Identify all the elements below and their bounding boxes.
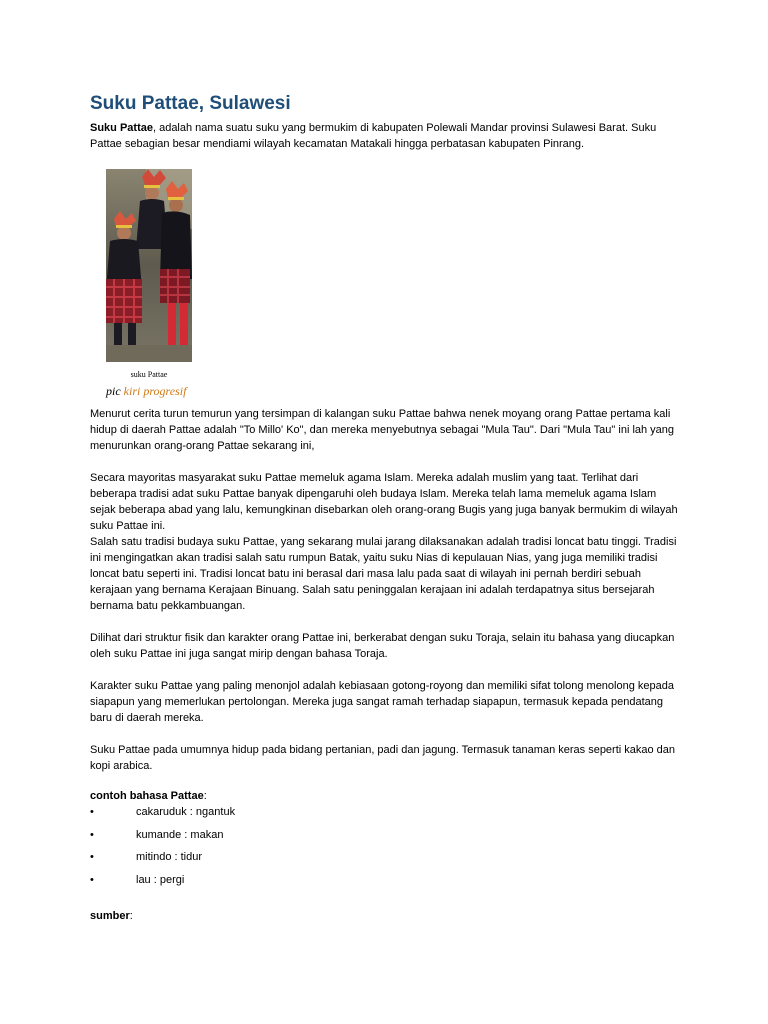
- paragraph-tradition: Salah satu tradisi budaya suku Pattae, yang sekarang mulai jarang dilaksanakan adalah tradisi loncat batu tinggi. Tradisi ini mengingatkan akan tradisi salah satu rumpun Batak, yaitu suku Nias di kepulauan Nias, yang juga memiliki tradisi loncat batu seperti ini. Tradisi loncat batu ini berasal dari masa lalu pada saat di wilayah ini pernah berdiri sebuah kerajaan yang bernama Kerajaan Binuang. Salah satu peninggalan kerajaan ini adalah terdapatnya situs bersejarah bernama batu pekkambuangan.: [90, 536, 677, 612]
- photo-caption: suku Pattae: [130, 370, 168, 379]
- sources-label-text: sumber: [90, 910, 130, 922]
- paragraph-character: Karakter suku Pattae yang paling menonjol adalah kebiasaan gotong-royong dan memiliki sifat tolong menolong kepada siapapun yang memerlukan pertolongan. Mereka juga sangat ramah terhadap siapapun, termasuk kepada pendatang baru di daerah mereka.: [90, 680, 674, 724]
- intro-paragraph: [90, 120, 682, 152]
- paragraph-origin: Menurut cerita turun temurun yang tersimpan di kalangan suku Pattae bahwa nenek moyang orang Pattae pertama kali hidup di daerah Pattae adalah "To Millo' Ko", dan mereka menyebutnya sebagai "Mula Tau". Dari "Mula Tau" ini lah yang menurunkan orang-orang Pattae sekarang ini,: [90, 408, 675, 452]
- paragraph-kinship: Dilihat dari struktur fisik dan karakter orang Pattae ini, berkerabat dengan suku Toraja, selain itu bahasa yang diucapkan oleh suku Pattae ini juga sangat mirip dengan bahasa Toraja.: [90, 632, 675, 660]
- intro-text: , adalah nama suatu suku yang bermukim di kabupaten Polewali Mandar provinsi Sulawesi Barat. Suku Pattae sebagian besar mendiami wilayah kecamatan Matakali hingga perbatasan kabupaten Pinrang.: [90, 122, 657, 150]
- sources-label: [90, 908, 133, 924]
- page-title: Suku Pattae, Sulawesi: [90, 93, 291, 114]
- paragraph-religion: Secara mayoritas masyarakat suku Pattae memeluk agama Islam. Mereka adalah muslim yang taat. Terlihat dari beberapa tradisi adat suku Pattae banyak dipengaruhi oleh budaya Islam. Mereka telah lama memeluk agama Islam sejak beberapa abad yang lalu, kemungkinan disebarkan oleh orang-orang Bugis yang juga banyak bermukim di wilayah suku Pattae ini.: [90, 472, 678, 532]
- examples-heading-text: contoh bahasa Pattae: [90, 790, 204, 802]
- example-text: kumande : makan: [136, 828, 224, 841]
- bullet-icon: •: [90, 806, 94, 818]
- group-photo: [106, 169, 192, 362]
- photo-credit-link[interactable]: kiri progresif: [123, 384, 187, 398]
- photo-credit: [106, 383, 186, 399]
- sources-colon: :: [129, 910, 133, 922]
- paragraph-livelihood: Suku Pattae pada umumnya hidup pada bidang pertanian, padi dan jagung. Termasuk tanaman keras seperti kakao dan kopi arabica.: [90, 744, 676, 772]
- intro-bold-term: Suku Pattae: [90, 122, 153, 134]
- group-photo-illustration: [106, 169, 192, 362]
- examples-heading: [90, 788, 207, 804]
- bullet-icon: •: [90, 828, 94, 841]
- photo-credit-prefix: pic: [106, 384, 124, 398]
- examples-heading-colon: :: [203, 790, 207, 802]
- bullet-icon: •: [90, 873, 94, 886]
- example-text: lau : pergi: [136, 873, 185, 886]
- example-text: mitindo : tidur: [136, 851, 203, 863]
- example-text: cakaruduk : ngantuk: [136, 806, 236, 818]
- bullet-icon: •: [90, 851, 94, 863]
